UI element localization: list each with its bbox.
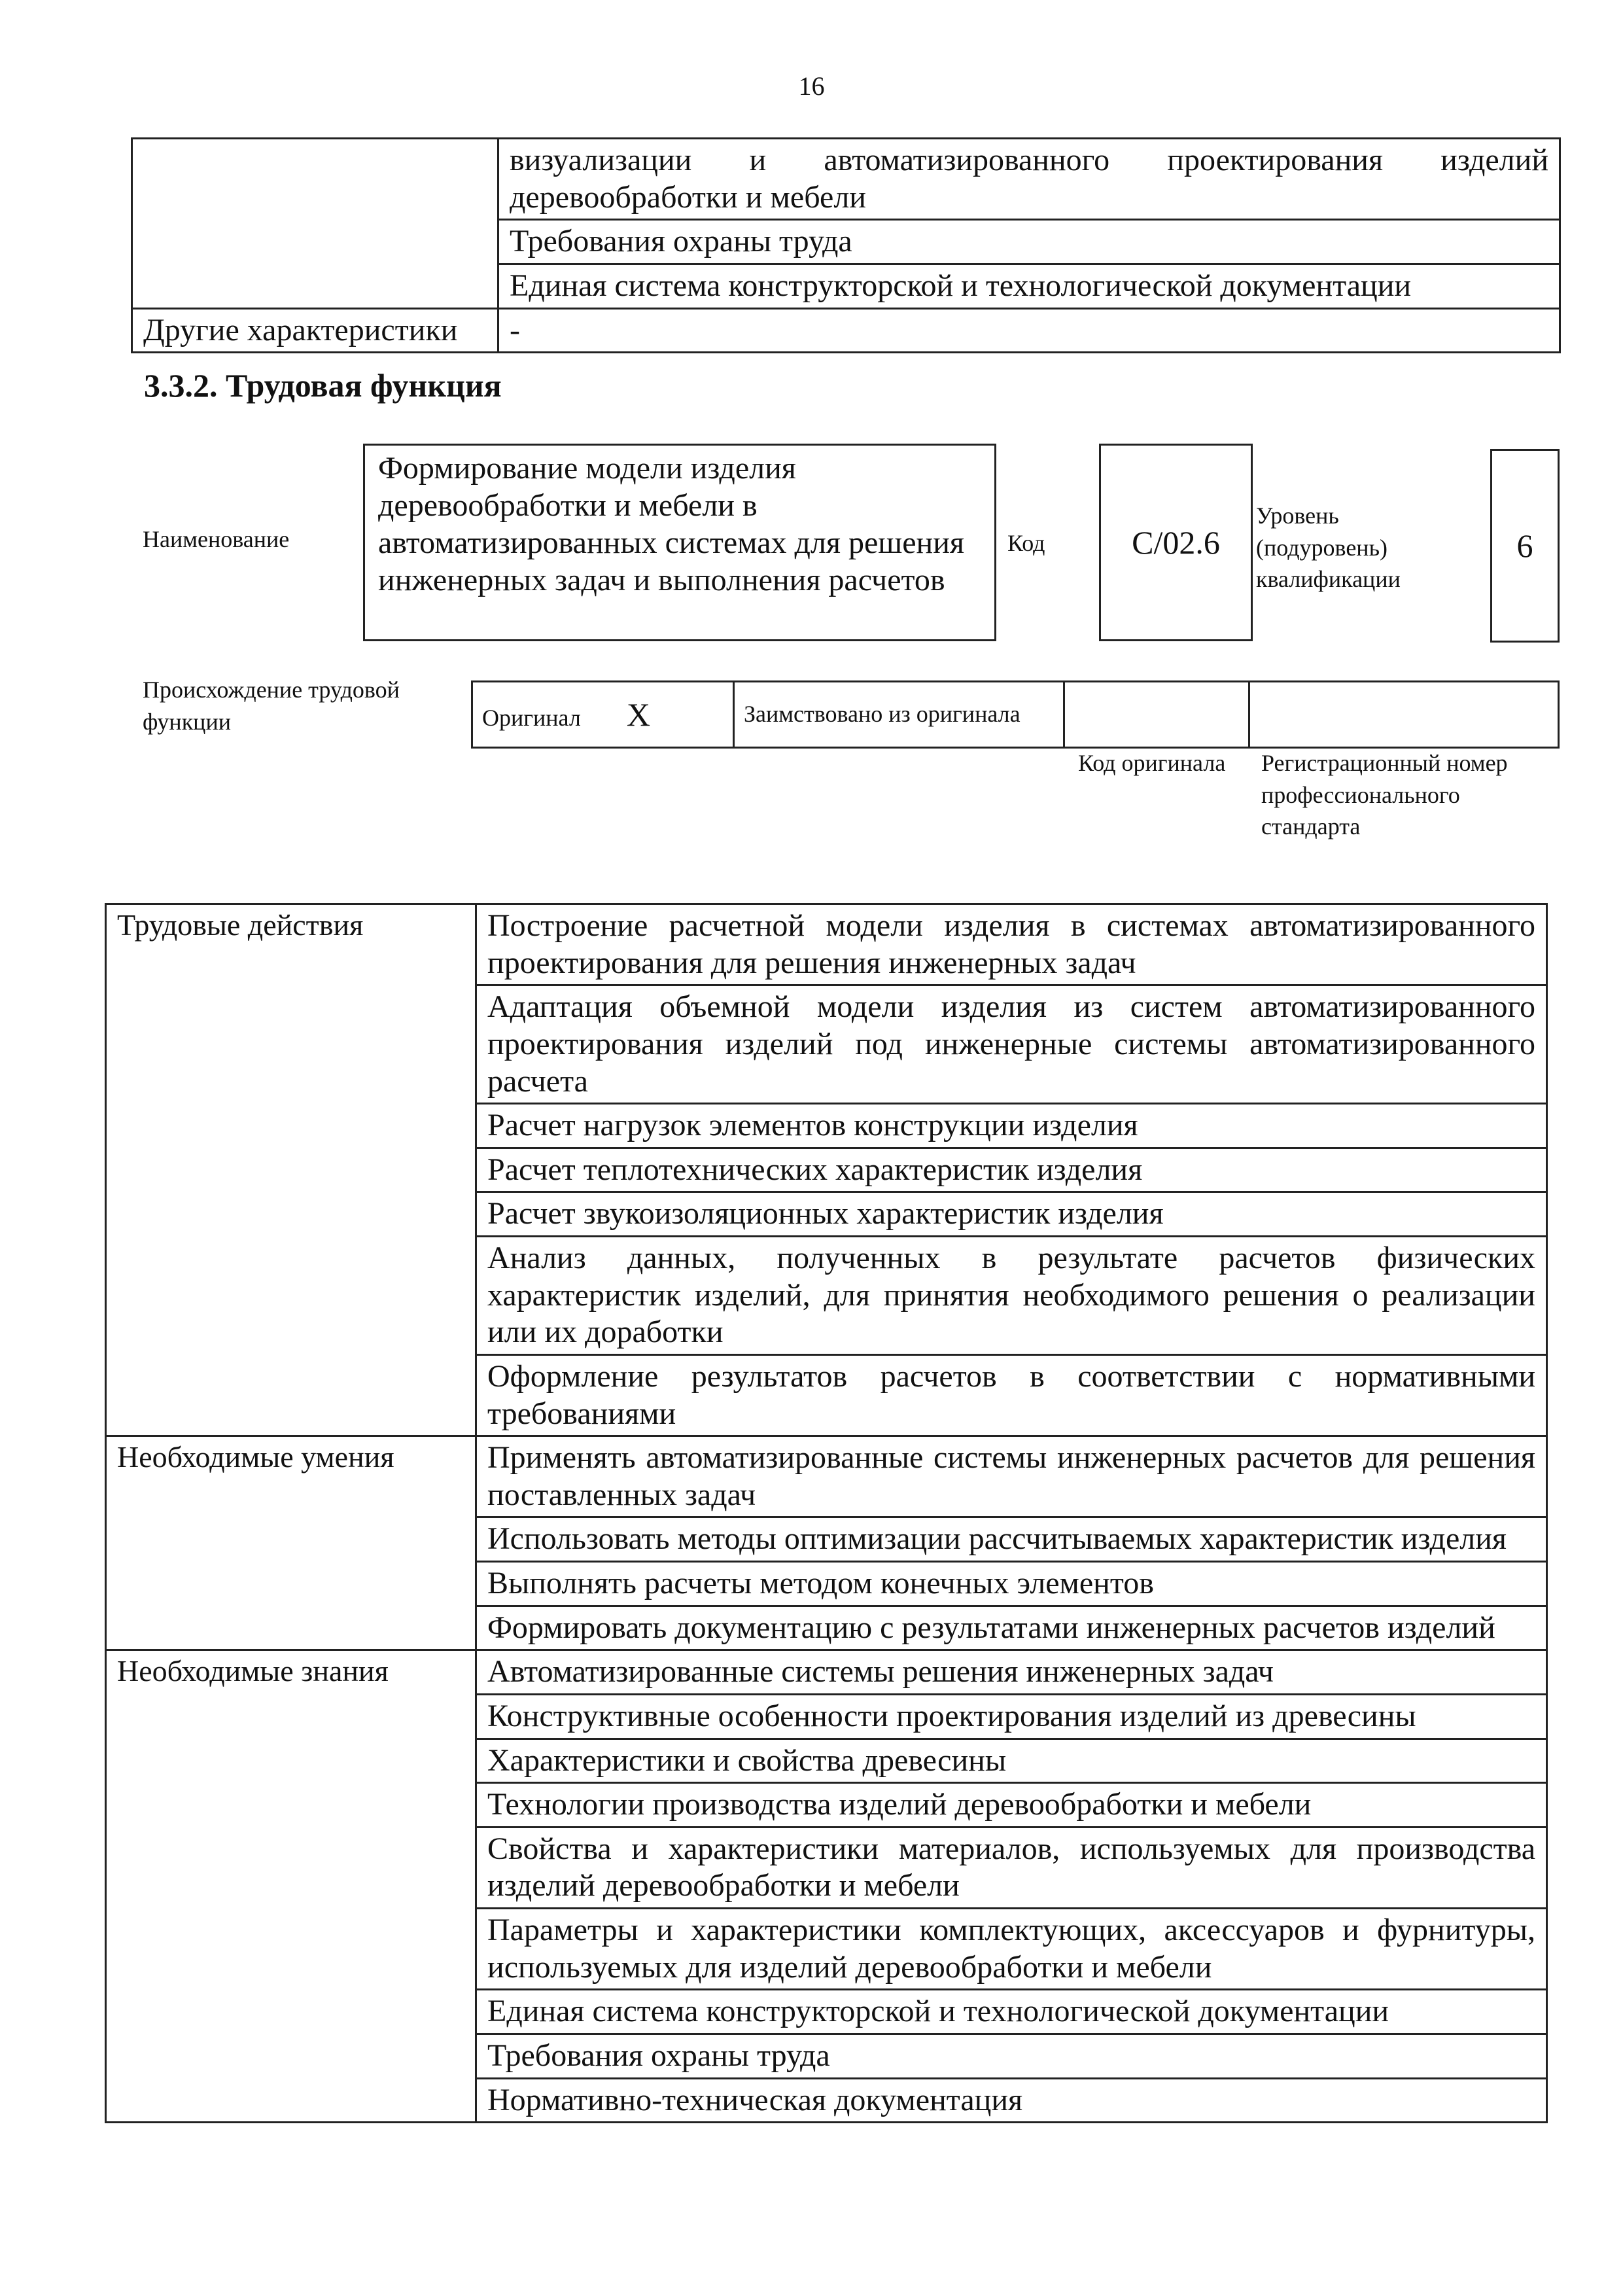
top-table-continuation xyxy=(131,137,1561,353)
table-cell: Расчет нагрузок элементов конструкции изделия xyxy=(476,1104,1547,1148)
qualification-level-box: 6 xyxy=(1490,449,1560,643)
table-row xyxy=(132,139,1560,220)
code-original-caption: Код оригинала xyxy=(1078,750,1226,776)
table-cell: Применять автоматизированные системы инженерных расчетов для решения поставленных задач xyxy=(476,1436,1547,1517)
table-cell: Построение расчетной модели изделия в системах автоматизированного проектирования для решения инженерных задач xyxy=(476,904,1547,985)
table-row xyxy=(106,1436,1547,1517)
original-mark: X xyxy=(626,696,650,733)
table-cell: Адаптация объемной модели изделия из систем автоматизированного проектирования изделий под инженерные системы автоматизированного расчета xyxy=(476,985,1547,1104)
origin-label: Происхождение трудовой функции xyxy=(143,677,400,735)
table-row xyxy=(106,904,1547,985)
table-cell: Расчет теплотехнических характеристик изделия xyxy=(476,1148,1547,1192)
reg-number-caption: Регистрационный номер профессионального стандарта xyxy=(1261,750,1508,840)
table-row xyxy=(106,1650,1547,1695)
original-cell xyxy=(472,682,734,748)
table-cell: Единая система конструкторской и технологической документации xyxy=(476,1990,1547,2034)
code-label: Код xyxy=(1007,530,1045,556)
table-cell: Анализ данных, полученных в результате расчетов физических характеристик изделий, для принятия необходимого решения о реализации или их доработки xyxy=(476,1237,1547,1355)
section-label: Трудовые действия xyxy=(106,904,476,1436)
original-label: Оригинал xyxy=(482,705,581,731)
section-label: Необходимые знания xyxy=(106,1650,476,2123)
empty-label-cell xyxy=(132,139,498,309)
table-cell: Автоматизированные системы решения инженерных задач xyxy=(476,1650,1547,1695)
table-cell: Расчет звукоизоляционных характеристик изделия xyxy=(476,1192,1547,1237)
table-cell: Характеристики и свойства древесины xyxy=(476,1739,1547,1783)
table-cell: Формировать документацию с результатами инженерных расчетов изделий xyxy=(476,1606,1547,1650)
table-cell: Параметры и характеристики комплектующих, аксессуаров и фурнитуры, используемых для изделий деревообработки и мебели xyxy=(476,1909,1547,1990)
table-cell: Выполнять расчеты методом конечных элементов xyxy=(476,1562,1547,1606)
function-code-box: C/02.6 xyxy=(1099,444,1253,641)
table-cell: Свойства и характеристики материалов, используемых для производства изделий деревообработки и мебели xyxy=(476,1827,1547,1908)
table-cell: Использовать методы оптимизации рассчитываемых характеристик изделия xyxy=(476,1517,1547,1562)
page-number: 16 xyxy=(798,71,825,101)
level-label: Уровень (подуровень) квалификации xyxy=(1256,503,1401,593)
table-row xyxy=(132,308,1560,353)
reg-number-cell xyxy=(1249,682,1559,748)
table-cell: визуализации и автоматизированного проектирования изделий деревообработки и мебели xyxy=(498,139,1560,220)
table-cell: Единая система конструкторской и технологической документации xyxy=(498,264,1560,308)
code-original-cell xyxy=(1064,682,1249,748)
name-label: Наименование xyxy=(143,526,290,552)
table-cell: Требования охраны труда xyxy=(498,220,1560,264)
table-row xyxy=(472,682,1559,748)
origin-table xyxy=(471,680,1560,749)
section-label: Необходимые умения xyxy=(106,1436,476,1650)
function-name-box: Формирование модели изделия деревообработки и мебели в автоматизированных системах для решения инженерных задач и выполнения расчетов xyxy=(363,444,996,641)
table-cell: Конструктивные особенности проектирования изделий из древесины xyxy=(476,1694,1547,1739)
table-cell: Нормативно-техническая документация xyxy=(476,2078,1547,2123)
section-title: 3.3.2. Трудовая функция xyxy=(144,367,502,404)
table-cell: Требования охраны труда xyxy=(476,2034,1547,2078)
main-table xyxy=(105,903,1548,2123)
borrowed-label: Заимствовано из оригинала xyxy=(734,682,1064,748)
other-characteristics-value: - xyxy=(498,308,1560,353)
table-cell: Оформление результатов расчетов в соответствии с нормативными требованиями xyxy=(476,1354,1547,1436)
other-characteristics-label: Другие характеристики xyxy=(132,308,498,353)
table-cell: Технологии производства изделий деревообработки и мебели xyxy=(476,1783,1547,1828)
